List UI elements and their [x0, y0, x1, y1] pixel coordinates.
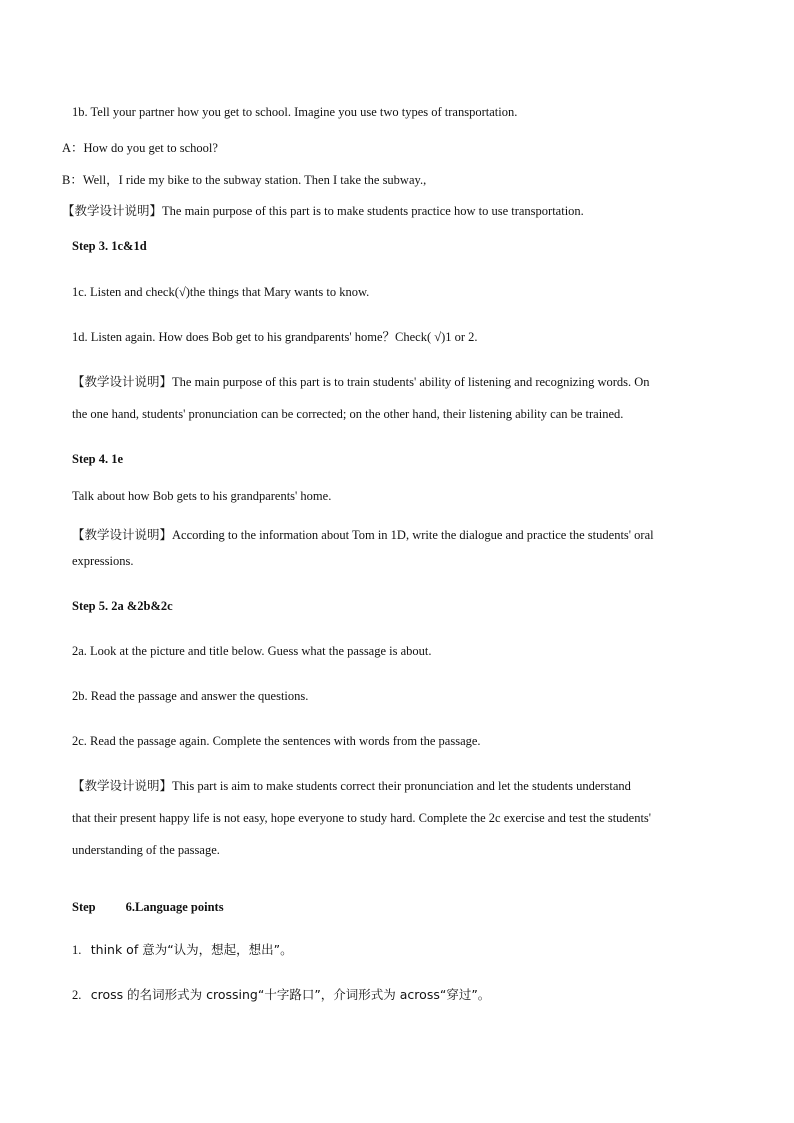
- list-number: 1.: [72, 943, 82, 957]
- design-note-label: 【教学设计说明】: [62, 203, 163, 218]
- language-point-text: think of 意为“认为，想起，想出”。: [90, 942, 293, 957]
- design-note-text: The main purpose of this part is to make students practice how to use transportation.: [162, 204, 584, 218]
- design-note-3: [72, 527, 654, 543]
- step-6-label: Step: [72, 900, 96, 914]
- design-note-1: [62, 203, 584, 219]
- activity-1d-instruction: 1d. Listen again. How does Bob get to his grandparents' home？Check( √)1 or 2.: [72, 330, 478, 344]
- step-4-heading: Step 4. 1e: [72, 452, 124, 466]
- dialogue-line-b: B：Well，I ride my bike to the subway station. Then I take the subway.,: [62, 173, 427, 187]
- design-note-label: 【教学设计说明】: [72, 527, 173, 542]
- design-note-4-continued: that their present happy life is not easy, hope everyone to study hard. Complete the 2c exercise and test the students': [72, 811, 652, 825]
- language-point-2: [72, 987, 490, 1003]
- dialogue-line-a: A：How do you get to school?: [62, 141, 218, 155]
- activity-2c-instruction: 2c. Read the passage again. Complete the sentences with words from the passage.: [72, 734, 481, 748]
- language-point-text: cross 的名词形式为 crossing“十字路口”，介词形式为 across“穿过”。: [90, 987, 491, 1002]
- step-3-heading: Step 3. 1c&1d: [72, 239, 147, 253]
- language-point-1: [72, 942, 293, 958]
- activity-1b-instruction: 1b. Tell your partner how you get to school. Imagine you use two types of transportation.: [72, 105, 518, 119]
- activity-1c-instruction: 1c. Listen and check(√)the things that Mary wants to know.: [72, 285, 370, 299]
- design-note-3-continued: expressions.: [72, 554, 134, 568]
- list-number: 2.: [72, 988, 82, 1002]
- step-6-heading: [72, 899, 224, 915]
- activity-1e-instruction: Talk about how Bob gets to his grandparents' home.: [72, 489, 332, 503]
- design-note-label: 【教学设计说明】: [72, 778, 173, 793]
- design-note-text: The main purpose of this part is to train students' ability of listening and recognizing words. On: [172, 375, 650, 389]
- design-note-2-continued: the one hand, students' pronunciation can be corrected; on the other hand, their listening ability can be trained.: [72, 407, 624, 421]
- design-note-text: This part is aim to make students correct their pronunciation and let the students understand: [172, 779, 631, 793]
- step-5-heading: Step 5. 2a &2b&2c: [72, 599, 173, 613]
- step-6-title: 6.Language points: [125, 900, 224, 914]
- design-note-4: [72, 778, 631, 794]
- design-note-2: [72, 374, 650, 390]
- activity-2b-instruction: 2b. Read the passage and answer the questions.: [72, 689, 309, 703]
- design-note-text: According to the information about Tom in 1D, write the dialogue and practice the students' oral: [172, 528, 654, 542]
- design-note-4-end: understanding of the passage.: [72, 843, 220, 857]
- activity-2a-instruction: 2a. Look at the picture and title below. Guess what the passage is about.: [72, 644, 432, 658]
- design-note-label: 【教学设计说明】: [72, 374, 173, 389]
